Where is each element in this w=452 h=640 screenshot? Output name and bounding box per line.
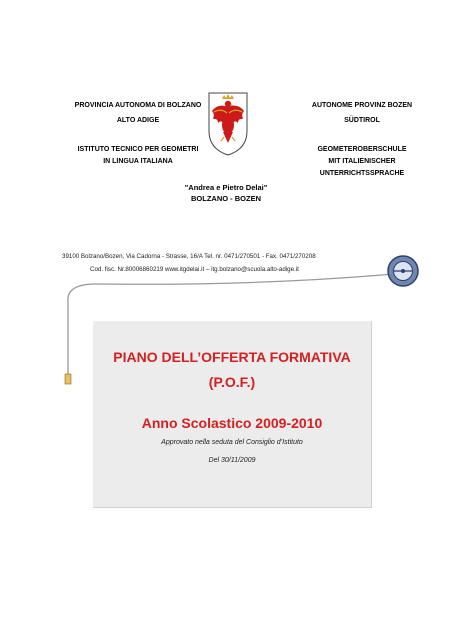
header-right-line5: UNTERRICHTSSPRACHE	[319, 170, 405, 177]
header-left-line4: IN LINGUA ITALIANA	[103, 158, 173, 165]
header-right-line4: MIT ITALIENISCHER	[328, 158, 396, 165]
address-line: 39100 Bolzano/Bozen, Via Cadorna - Strasse, 16/A Tel. nr. 0471/270501 - Fax. 0471/270208	[62, 253, 316, 260]
pof-title-line1: PIANO DELL’OFFERTA FORMATIVA	[113, 349, 351, 365]
header-left-line3: ISTITUTO TECNICO PER GEOMETRI	[77, 146, 199, 153]
approval-date: Del 30/11/2009	[208, 457, 256, 464]
eagle-crest-icon	[207, 91, 249, 157]
pof-title-line2: (P.O.F.)	[208, 374, 256, 390]
header-left-line1: PROVINCIA AUTONOMA DI BOLZANO	[74, 102, 202, 109]
codes-line: Cod. fisc. Nr.80006860219 www.itgdelai.it – itg.bolzano@scuola.alto-adige.it	[90, 266, 299, 273]
header-right-line2: SÜDTIROL	[344, 117, 380, 124]
school-name: "Andrea e Pietro Delai"	[184, 183, 268, 192]
header-left-line2: ALTO ADIGE	[116, 117, 160, 124]
header-right-line1: AUTONOME PROVINZ BOZEN	[311, 102, 413, 109]
school-year: Anno Scolastico 2009-2010	[141, 415, 323, 431]
tape-reel-icon	[386, 254, 420, 288]
school-city: BOLZANO - BOZEN	[191, 194, 261, 203]
pof-title-panel	[93, 321, 372, 508]
header-right-line3: GEOMETEROBERSCHULE	[317, 146, 407, 153]
approval-note: Approvato nella seduta del Consiglio d’Istituto	[161, 439, 303, 446]
